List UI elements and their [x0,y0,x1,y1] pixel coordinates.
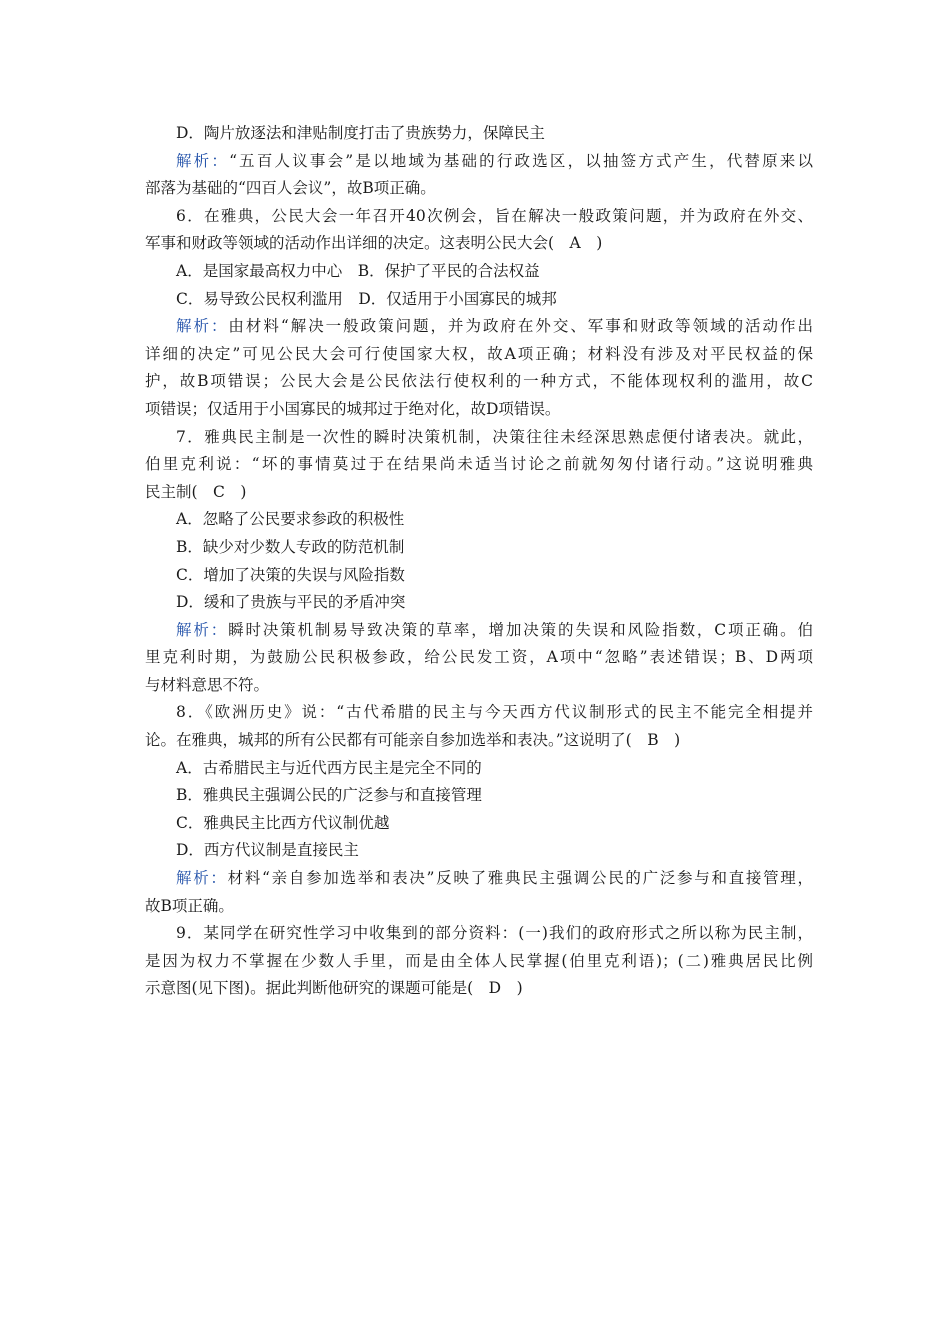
line-text: C．增加了决策的失误与风险指数 [176,565,405,584]
text-line [145,479,813,507]
text-line [145,920,813,948]
text-line [145,644,813,672]
analysis-line [145,148,813,176]
text-line [145,782,813,810]
line-text: 9．某同学在研究性学习中收集到的部分资料：(一)我们的政府形式之所以称为民主制， [176,924,813,943]
text-line [145,837,813,865]
line-text: 是因为权力不掌握在少数人手里，而是由全体人民掌握(伯里克利语)；(二)雅典居民比例 [145,951,813,970]
analysis-label: 解析： [176,317,229,336]
line-text: A．忽略了公民要求参政的积极性 [176,510,405,529]
line-text: 项错误；仅适用于小国寡民的城邦过于绝对化，故D项错误。 [145,399,561,418]
text-line [145,175,813,203]
analysis-label: 解析： [176,151,230,170]
text-line [145,699,813,727]
line-text: 护，故B项错误；公民大会是公民依法行使权利的一种方式，不能体现权利的滥用，故C [145,372,813,391]
document-page [145,120,813,1003]
line-text: 论。在雅典，城邦的所有公民都有可能亲自参加选举和表决。”这说明了( B ) [145,731,681,750]
text-line [145,120,813,148]
text-line [145,506,813,534]
text-line [145,893,813,921]
line-text: 部落为基础的“四百人会议”，故B项正确。 [145,179,436,198]
text-line [145,755,813,783]
text-line [145,203,813,231]
line-text: 材料“亲自参加选举和表决”反映了雅典民主强调公民的广泛参与和直接管理， [227,869,813,888]
line-text: 8．《欧洲历史》说：“古代希腊的民主与今天西方代议制形式的民主不能完全相提并 [176,703,813,722]
text-line [145,589,813,617]
text-line [145,396,813,424]
analysis-line [145,617,813,645]
line-text: 示意图(见下图)。据此判断他研究的课题可能是( D ) [145,979,523,998]
line-text: 故B项正确。 [145,896,234,915]
line-text: D．陶片放逐法和津贴制度打击了贵族势力，保障民主 [176,124,545,142]
text-line [145,230,813,258]
text-line [145,948,813,976]
text-line [145,810,813,838]
line-text: A．古希腊民主与近代西方民主是完全不同的 [176,758,482,777]
line-text: 里克利时期，为鼓励公民积极参政，给公民发工资，A项中“忽略”表述错误；B、D两项 [145,648,813,667]
text-line [145,672,813,700]
text-line [145,451,813,479]
line-text: 瞬时决策机制易导致决策的草率，增加决策的失误和风险指数，C项正确。伯 [228,620,813,639]
text-line [145,534,813,562]
line-text: 伯里克利说：“坏的事情莫过于在结果尚未适当讨论之前就匆匆付诸行动。”这说明雅典 [145,455,813,474]
analysis-line [145,313,813,341]
analysis-label: 解析： [176,620,229,639]
line-text: 7．雅典民主制是一次性的瞬时决策机制，决策往往未经深思熟虑便付诸表决。就此， [176,427,813,446]
text-line [145,727,813,755]
text-line [145,258,813,286]
line-text: C．雅典民主比西方代议制优越 [176,813,390,832]
line-text: B．雅典民主强调公民的广泛参与和直接管理 [176,786,482,805]
text-line [145,975,813,1003]
text-line [145,341,813,369]
line-text: 民主制( C ) [145,482,247,501]
text-line [145,286,813,314]
text-line [145,368,813,396]
line-text: 军事和财政等领域的活动作出详细的决定。这表明公民大会( A ) [145,234,603,253]
line-text: A．是国家最高权力中心 B．保护了平民的合法权益 [176,261,540,280]
line-text: “五百人议事会”是以地域为基础的行政选区，以抽签方式产生，代替原来以 [229,151,813,170]
line-text: 6．在雅典，公民大会一年召开40次例会，旨在解决一般政策问题，并为政府在外交、 [176,206,813,225]
line-text: D．西方代议制是直接民主 [176,841,359,860]
line-text: D．缓和了贵族与平民的矛盾冲突 [176,593,406,612]
line-text: B．缺少对少数人专政的防范机制 [176,537,405,556]
analysis-label: 解析： [176,869,228,888]
analysis-line [145,865,813,893]
line-text: 与材料意思不符。 [145,675,270,694]
text-line [145,424,813,452]
line-text: 由材料“解决一般政策问题，并为政府在外交、军事和财政等领域的活动作出 [228,317,813,336]
line-text: 详细的决定”可见公民大会可行使国家大权，故A项正确；材料没有涉及对平民权益的保 [145,344,813,363]
line-text: C．易导致公民权利滥用 D．仅适用于小国寡民的城邦 [176,289,557,308]
text-line [145,562,813,590]
